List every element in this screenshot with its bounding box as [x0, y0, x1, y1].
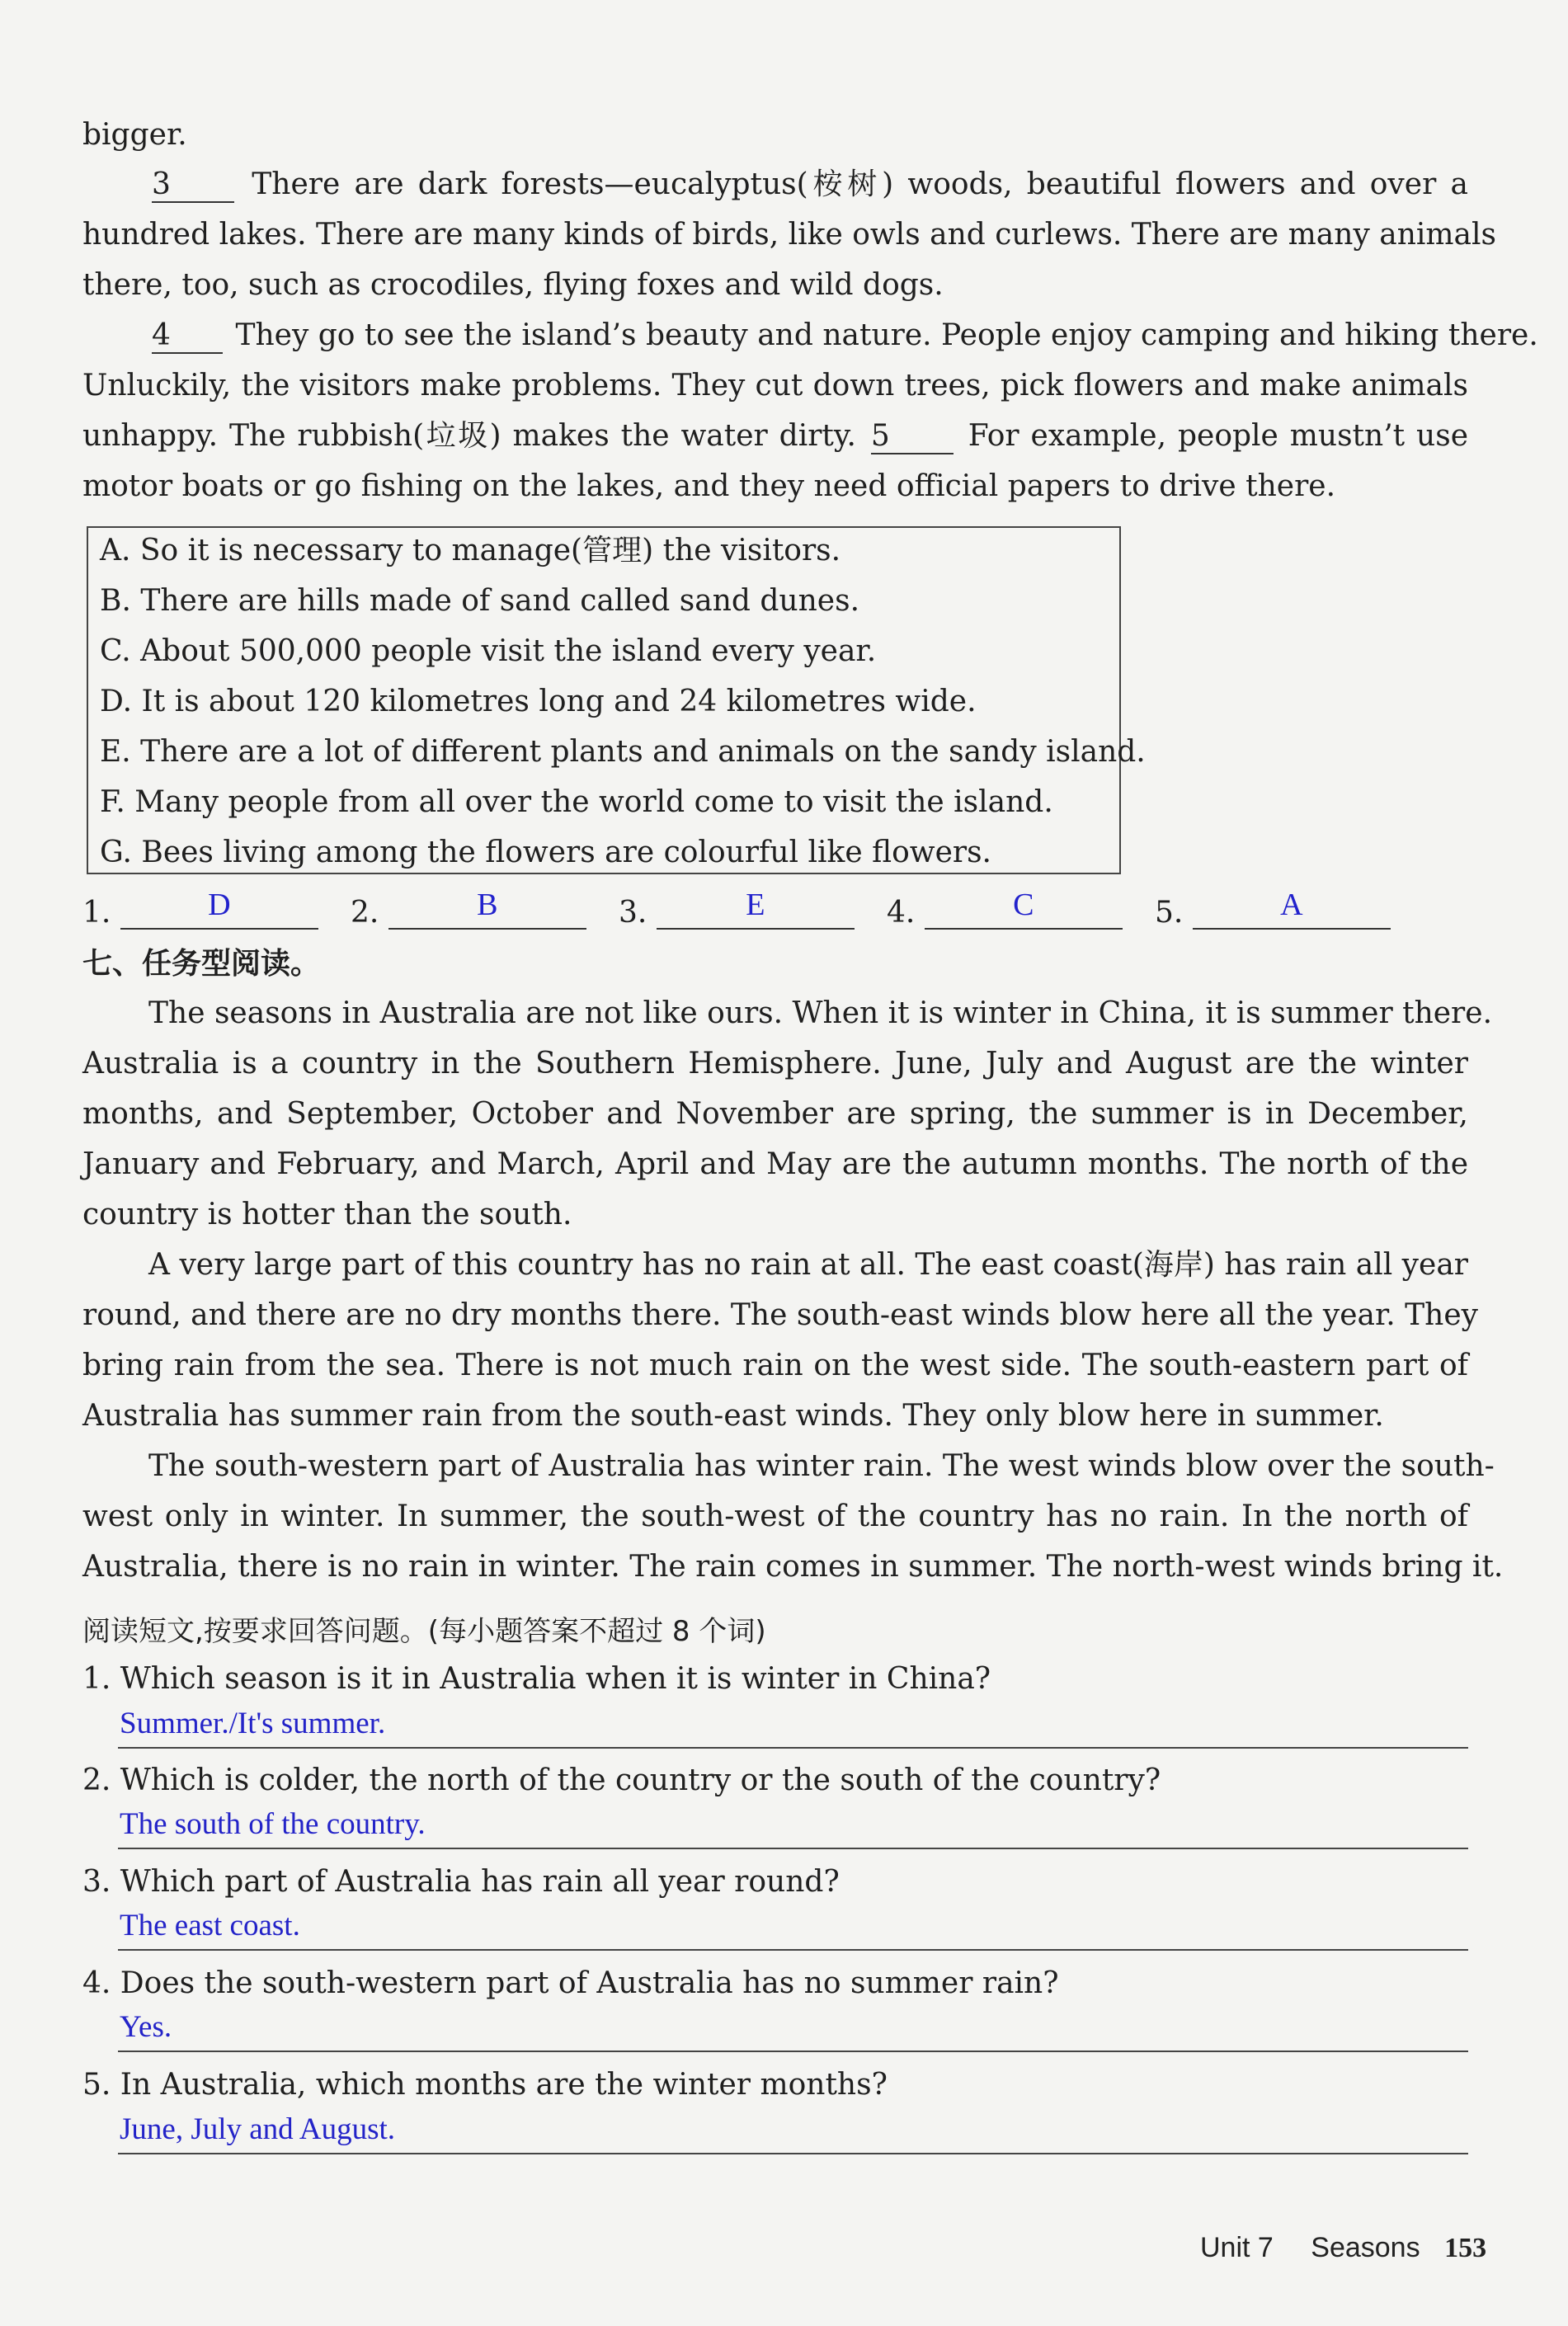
passage-line: The seasons in Australia are not like ours. When it is winter in China, it is summer there. [148, 996, 1493, 1030]
option-g: G. Bees living among the flowers are colourful like flowers. [100, 836, 992, 869]
passage-line: there, too, such as crocodiles, flying foxes and wild dogs. [82, 268, 944, 302]
answer-line [118, 2051, 1468, 2052]
passage-line: motor boats or go fishing on the lakes, and they need official papers to drive there. [82, 469, 1336, 503]
answer-number: 3. [619, 896, 647, 930]
answer-number: 1. [82, 896, 111, 930]
passage-line: round, and there are no dry months there. The south-east winds blow here all the year. They [82, 1298, 1478, 1332]
passage-line [148, 165, 1468, 205]
answer-item [619, 887, 855, 930]
section-heading: 七、任务型阅读。 [82, 947, 321, 981]
question-3: 3. Which part of Australia has rain all year round? [82, 1865, 840, 1899]
passage-line: Unluckily, the visitors make problems. They cut down trees, pick flowers and make animals [82, 369, 1468, 403]
answer-line [118, 1949, 1468, 1951]
question-4: 4. Does the south-western part of Australia has no summer rain? [82, 1966, 1059, 2000]
passage-line: hundred lakes. There are many kinds of birds, like owls and curlews. There are many animals [82, 218, 1496, 252]
passage-text: For example, people mustn’t use [968, 419, 1468, 453]
passage-text: They go to see the island’s beauty and nature. People enjoy camping and hiking there. [235, 318, 1538, 352]
passage-text: There are dark forests—eucalyptus(桉树) woods, beautiful flowers and over a [252, 167, 1468, 201]
option-c: C. About 500,000 people visit the island every year. [100, 634, 877, 668]
answer-value: C [1013, 888, 1034, 922]
option-d: D. It is about 120 kilometres long and 24 kilometres wide. [100, 685, 977, 718]
passage-line: bigger. [82, 118, 187, 152]
answer-3: The east coast. [120, 1909, 300, 1942]
answer-value: A [1280, 888, 1303, 922]
answer-number: 4. [887, 896, 916, 930]
passage-line: A very large part of this country has no rain at all. The east coast(海岸) has rain all year [148, 1248, 1468, 1282]
question-1: 1. Which season is it in Australia when it is winter in China? [82, 1662, 991, 1696]
section-label: Seasons [1311, 2232, 1420, 2263]
answer-line [118, 1747, 1468, 1749]
instruction: 阅读短文,按要求回答问题。(每小题答案不超过 8 个词) [82, 1615, 766, 1648]
option-f: F. Many people from all over the world come to visit the island. [100, 785, 1053, 819]
passage-line: Australia, there is no rain in winter. The rain comes in summer. The north-west winds bring it. [82, 1550, 1504, 1584]
blank-3: 3 [152, 168, 234, 203]
option-a: A. So it is necessary to manage(管理) the visitors. [100, 534, 841, 567]
answer-item [82, 887, 318, 930]
answer-5: June, July and August. [120, 2112, 396, 2146]
page-footer [1200, 2232, 1486, 2264]
answer-4: Yes. [120, 2010, 172, 2044]
passage-line: country is hotter than the south. [82, 1198, 572, 1231]
answer-value: B [477, 888, 498, 922]
answer-value: E [746, 888, 765, 922]
passage-line: January and February, and March, April and May are the autumn months. The north of the [82, 1147, 1468, 1181]
option-b: B. There are hills made of sand called sand dunes. [100, 584, 860, 618]
answer-item [351, 887, 586, 930]
passage-line: months, and September, October and November are spring, the summer is in December, [82, 1097, 1468, 1131]
options-box [87, 526, 1146, 874]
answer-value: D [208, 888, 231, 922]
answer-row [82, 887, 1402, 936]
answer-line [118, 2153, 1468, 2154]
blank-5: 5 [871, 420, 954, 454]
answer-item [887, 887, 1123, 930]
passage-line [82, 417, 1468, 456]
option-e: E. There are a lot of different plants and animals on the sandy island. [100, 735, 1146, 769]
answer-number: 2. [351, 896, 379, 930]
passage-line: Australia is a country in the Southern Hemisphere. June, July and August are the winter [82, 1047, 1468, 1081]
answer-1: Summer./It's summer. [120, 1707, 386, 1740]
blank-4: 4 [152, 319, 223, 354]
passage-line: west only in winter. In summer, the south-west of the country has no rain. In the north of [82, 1500, 1468, 1533]
question-2: 2. Which is colder, the north of the country or the south of the country? [82, 1763, 1161, 1797]
passage-line [148, 316, 1538, 355]
passage-line: Australia has summer rain from the south-east winds. They only blow here in summer. [82, 1399, 1384, 1433]
answer-number: 5. [1155, 896, 1184, 930]
answer-line [118, 1848, 1468, 1849]
passage-line: The south-western part of Australia has winter rain. The west winds blow over the south- [148, 1449, 1495, 1483]
page-number: 153 [1444, 2233, 1487, 2263]
passage-text: unhappy. The rubbish(垃圾) makes the water dirty. [82, 419, 856, 453]
unit-label: Unit 7 [1200, 2232, 1274, 2263]
question-5: 5. In Australia, which months are the winter months? [82, 2068, 888, 2102]
answer-2: The south of the country. [120, 1807, 426, 1841]
passage-line: bring rain from the sea. There is not much rain on the west side. The south-eastern part of [82, 1349, 1468, 1382]
answer-item [1155, 887, 1391, 930]
